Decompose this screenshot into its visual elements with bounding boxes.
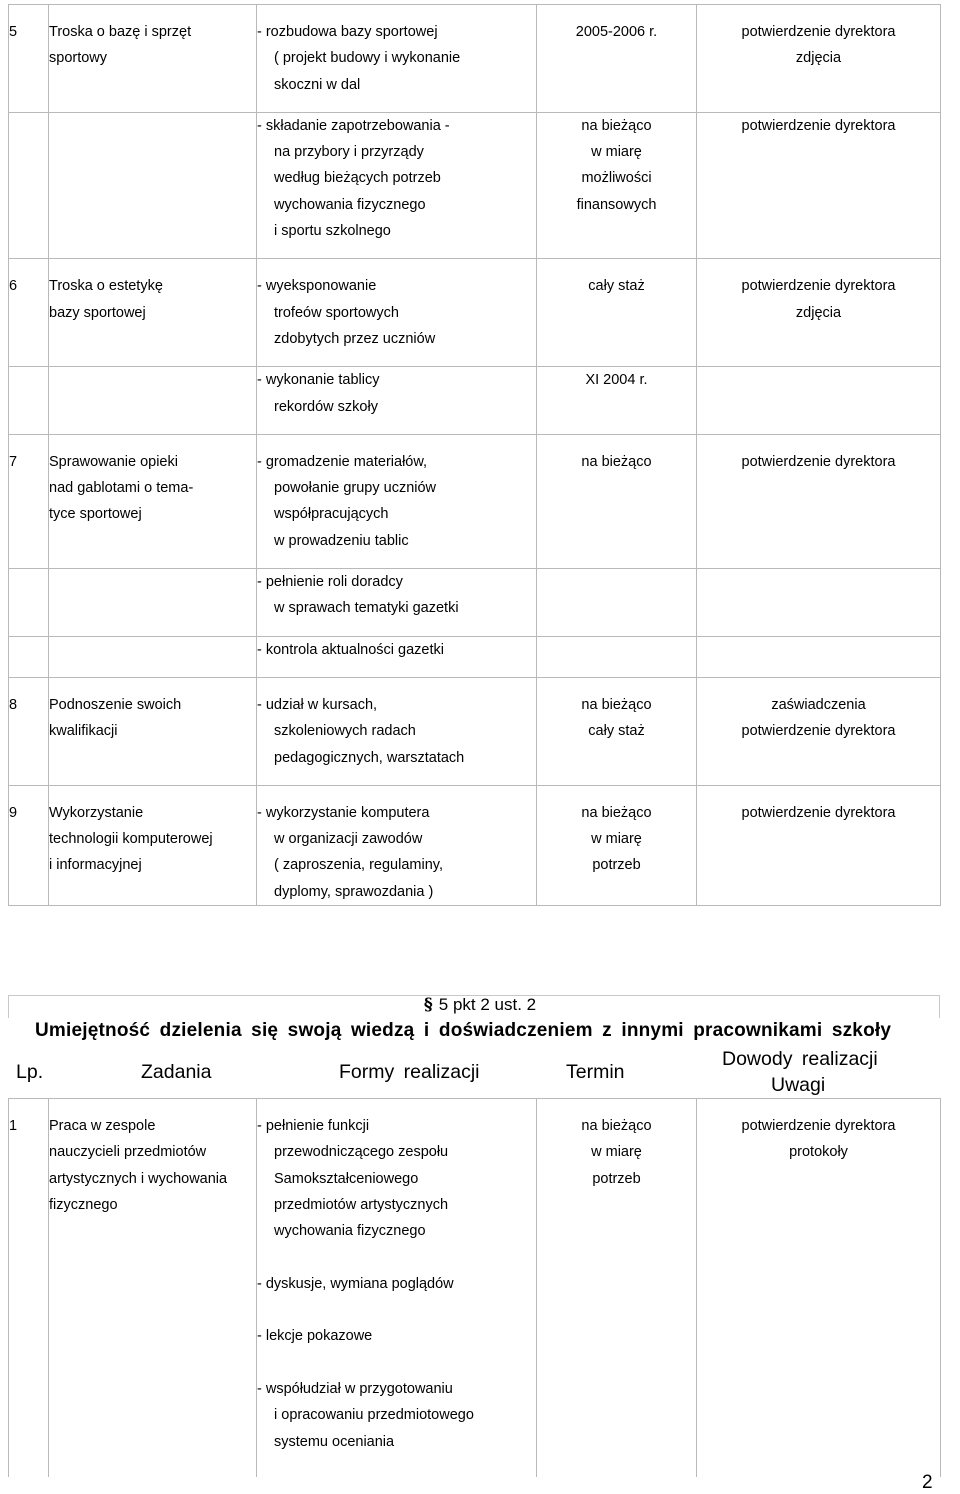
- forms-cell: - składanie zapotrzebowania - na przybory i przyrządy według bieżących potrzeb wychowania fizycznego i sportu szkolnego: [257, 112, 537, 258]
- header-termin: Termin: [566, 1061, 625, 1083]
- table-row: [9, 569, 941, 637]
- task-cell: Troska o bazę i sprzęt sportowy: [49, 5, 257, 113]
- task-cell: Troska o estetykę bazy sportowej: [49, 259, 257, 367]
- forms-cell: - wykonanie tablicy rekordów szkoły: [257, 367, 537, 435]
- proof-cell: zaświadczenia potwierdzenie dyrektora: [697, 677, 941, 785]
- row-number: 8: [9, 677, 49, 785]
- activities-table: [8, 4, 941, 906]
- header-uwagi: Uwagi: [771, 1074, 826, 1096]
- column-header: [0, 1048, 960, 1098]
- term-cell: na bieżąco w miarę potrzeb: [537, 785, 697, 905]
- table-row: [9, 434, 941, 568]
- forms-cell: - pełnienie roli doradcy w sprawach tematyki gazetki: [257, 569, 537, 637]
- table-row: [9, 259, 941, 367]
- forms-cell: - kontrola aktualności gazetki: [257, 636, 537, 677]
- term-cell: na bieżąco: [537, 434, 697, 568]
- sharing-table: [8, 1098, 941, 1477]
- row-number: 9: [9, 785, 49, 905]
- term-cell: na bieżąco w miarę potrzeb: [537, 1099, 697, 1478]
- table-row: [9, 112, 941, 258]
- row-number: 1: [9, 1099, 49, 1478]
- proof-cell: potwierdzenie dyrektora protokoły: [697, 1099, 941, 1478]
- term-cell: 2005-2006 r.: [537, 5, 697, 113]
- term-cell: cały staż: [537, 259, 697, 367]
- forms-cell: - rozbudowa bazy sportowej ( projekt budowy i wykonanie skoczni w dal: [257, 5, 537, 113]
- row-number: 5: [9, 5, 49, 113]
- proof-cell: potwierdzenie dyrektora zdjęcia: [697, 5, 941, 113]
- section-number: § 5 pkt 2 ust. 2: [423, 995, 537, 1015]
- header-zadania: Zadania: [141, 1061, 212, 1083]
- task-cell: Sprawowanie opieki nad gablotami o tema- tyce sportowej: [49, 434, 257, 568]
- task-cell: Podnoszenie swoich kwalifikacji: [49, 677, 257, 785]
- table-row: [9, 5, 941, 113]
- header-dowody: Dowody realizacji: [722, 1048, 878, 1070]
- term-cell: na bieżąco w miarę możliwości finansowych: [537, 112, 697, 258]
- page-number: 2: [922, 1472, 933, 1493]
- row-number: 7: [9, 434, 49, 568]
- section-heading: [0, 994, 960, 1048]
- proof-cell: potwierdzenie dyrektora zdjęcia: [697, 259, 941, 367]
- task-cell: Wykorzystanie technologii komputerowej i informacyjnej: [49, 785, 257, 905]
- forms-cell: - gromadzenie materiałów, powołanie grupy uczniów współpracujących w prowadzeniu tablic: [257, 434, 537, 568]
- table-row: [9, 785, 941, 905]
- forms-cell: - udział w kursach, szkoleniowych radach pedagogicznych, warsztatach: [257, 677, 537, 785]
- task-cell: Praca w zespole nauczycieli przedmiotów artystycznych i wychowania fizycznego: [49, 1099, 257, 1478]
- term-cell: na bieżąco cały staż: [537, 677, 697, 785]
- table-row: [9, 1099, 941, 1478]
- forms-cell: - pełnienie funkcji przewodniczącego zespołu Samokształceniowego przedmiotów artystycznych wychowania fizycznego - dyskusje, wymiana poglądów - lekcje pokazowe - współudział w przygotowaniu i opracowaniu przedmiotowego systemu oceniania: [257, 1099, 537, 1478]
- proof-cell: potwierdzenie dyrektora: [697, 434, 941, 568]
- table-row: [9, 677, 941, 785]
- section-title: Umiejętność dzielenia się swoją wiedzą i doświadczeniem z innymi pracownikami szkoły: [35, 1020, 892, 1041]
- table-row: [9, 636, 941, 677]
- proof-cell: potwierdzenie dyrektora: [697, 112, 941, 258]
- row-number: 6: [9, 259, 49, 367]
- term-cell: XI 2004 r.: [537, 367, 697, 435]
- proof-cell: potwierdzenie dyrektora: [697, 785, 941, 905]
- header-formy: Formy realizacji: [339, 1061, 480, 1083]
- forms-cell: - wyeksponowanie trofeów sportowych zdobytych przez uczniów: [257, 259, 537, 367]
- forms-cell: - wykorzystanie komputera w organizacji zawodów ( zaproszenia, regulaminy, dyplomy, sprawozdania ): [257, 785, 537, 905]
- header-lp: Lp.: [16, 1061, 44, 1083]
- table-row: [9, 367, 941, 435]
